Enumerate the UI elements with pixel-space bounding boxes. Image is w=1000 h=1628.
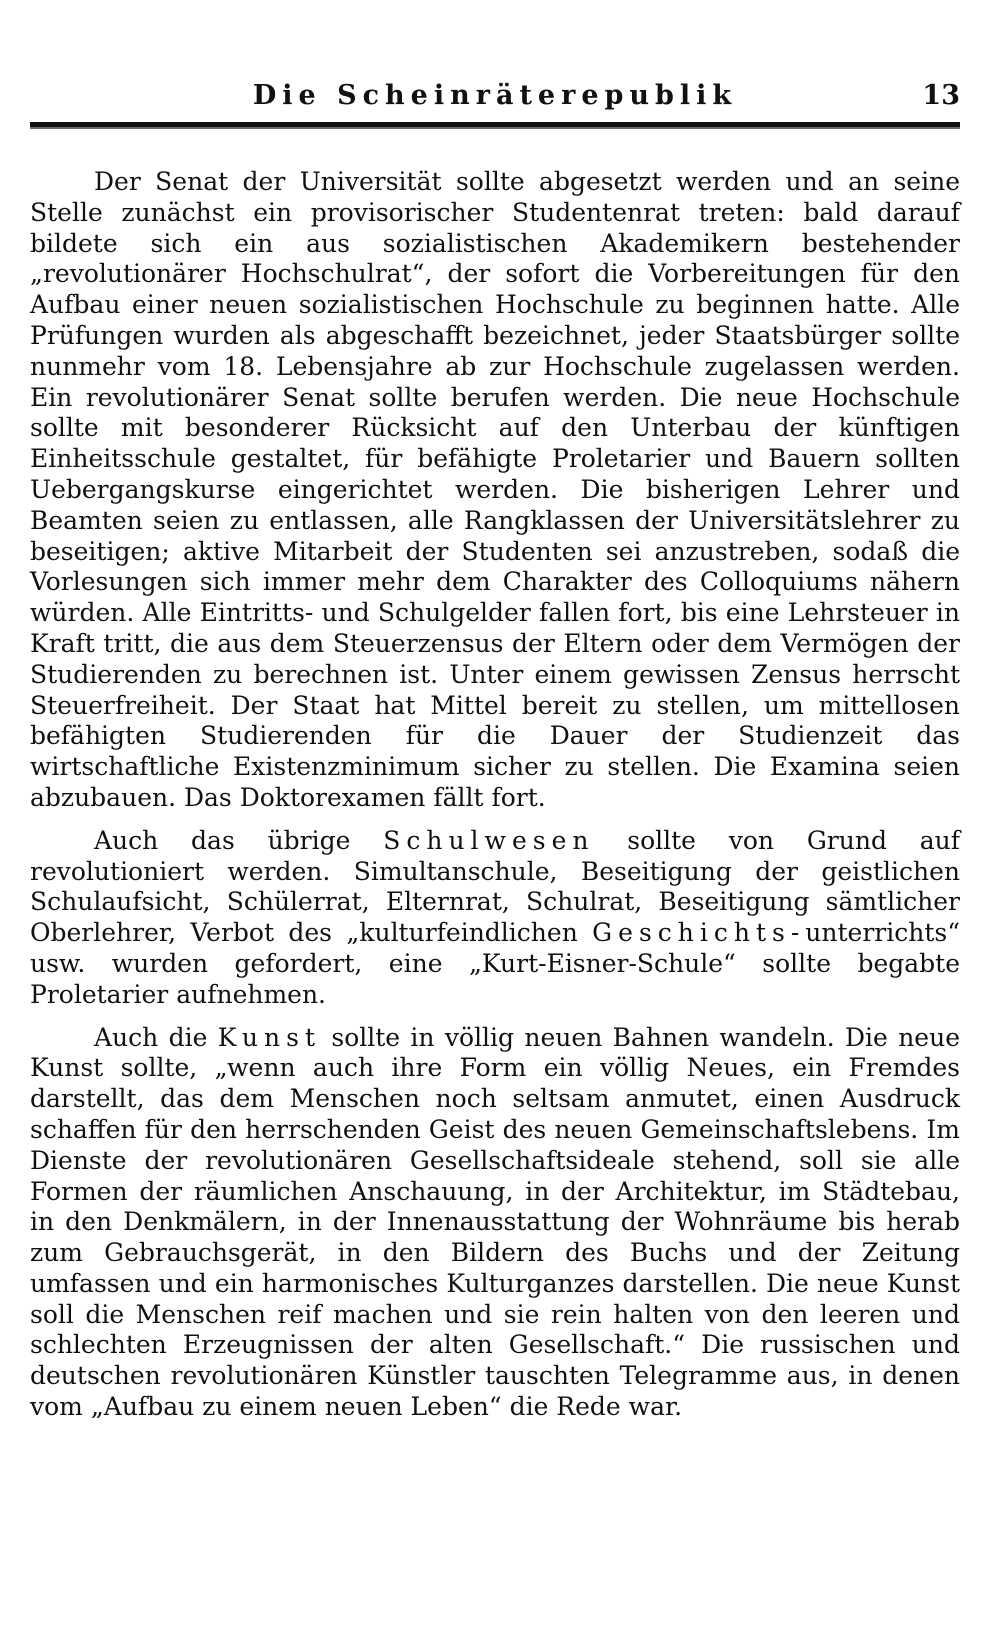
page-number: 13 [922,80,960,111]
paragraph-school-text-start: Auch das übrige [94,825,384,855]
paragraph-school [30,826,960,1011]
paragraph-university-text: Der Senat der Universität sollte abgesetzt werden und an seine Stelle zunächst ein provisorischer Studentenrat treten: bald darauf bildete sich ein aus sozialistischen Akademikern bestehender „revolutionärer Hochschulrat“, der sofort die Vorbereitungen für den Aufbau einer neuen sozialistischen Hochschule zu beginnen hatte. Alle Prüfungen wurden als abgeschafft bezeichnet, jeder Staatsbürger sollte nunmehr vom 18. Lebensjahre ab zur Hochschule zugelassen werden. Ein revolutionärer Senat sollte berufen werden. Die neue Hochschule sollte mit besonderer Rücksicht auf den Unterbau der künftigen Einheitsschule gestaltet, für befähigte Proletarier und Bauern sollten Uebergangskurse eingerichtet werden. Die bisherigen Lehrer und Beamten seien zu entlassen, alle Rangklassen der Universitätslehrer zu beseitigen; aktive Mitarbeit der Studenten sei anzustreben, sodaß die Vorlesungen sich immer mehr dem Charakter des Colloquiums nähern würden. Alle Eintritts- und Schulgelder fallen fort, bis eine Lehrsteuer in Kraft tritt, die aus dem Steuerzensus der Eltern oder dem Vermögen der Studierenden zu berechnen ist. Unter einem gewissen Zensus herrscht Steuerfreiheit. Der Staat hat Mittel bereit zu stellen, um mittellosen befähigten Studierenden für die Dauer der Studienzeit das wirtschaftliche Existenzminimum sicher zu stellen. Die Examina seien abzubauen. Das Doktorexamen fällt fort. [30,167,960,812]
paragraph-art-text-start: Auch die [94,1022,218,1052]
emphasis-schulwesen: Schulwesen [383,825,595,855]
running-title: Die Scheinräterepublik [252,80,738,111]
emphasis-kunst: Kunst [217,1022,321,1052]
paragraph-school-text-middle: sollte von Grund auf revolutioniert werden. Simultanschule, Beseitigung der geistlichen Schulaufsicht, Schülerrat, Elternrat, Schulrat, Beseitigung sämtlicher Oberlehrer, Verbot des „kulturfeindlichen [30,825,960,948]
header-rule [30,122,960,127]
book-page [30,70,960,1433]
paragraph-school-text-end: unterrichts“ usw. wurden gefordert, eine „Kurt-Eisner-Schule“ sollte begabte Proletarier aufnehmen. [30,918,960,1009]
paragraph-art-text-end: sollte in völlig neuen Bahnen wandeln. Die neue Kunst sollte, „wenn auch ihre Form ein völlig Neues, ein Fremdes darstellt, das dem Menschen noch seltsam anmutet, einen Ausdruck schaffen für den herrschenden Geist des neuen Gemeinschaftslebens. Im Dienste der revolutionären Gesellschaftsideale stehend, soll sie alle Formen der räumlichen Anschauung, in der Architektur, im Städtebau, in den Denkmälern, in der Innenausstattung der Wohnräume bis herab zum Gebrauchsgerät, in den Bildern des Buchs und der Zeitung umfassen und ein harmonisches Kulturganzes darstellen. Die neue Kunst soll die Menschen reif machen und sie rein halten von den leeren und schlechten Erzeugnissen der alten Gesellschaft.“ Die russischen und deutschen revolutionären Künstler tauschten Telegramme aus, in denen vom „Aufbau zu einem neuen Leben“ die Rede war. [30,1022,960,1422]
paragraph-university [30,167,960,814]
paragraph-art [30,1023,960,1423]
page-header [30,70,960,114]
emphasis-geschichts: Geschichts- [592,918,806,948]
